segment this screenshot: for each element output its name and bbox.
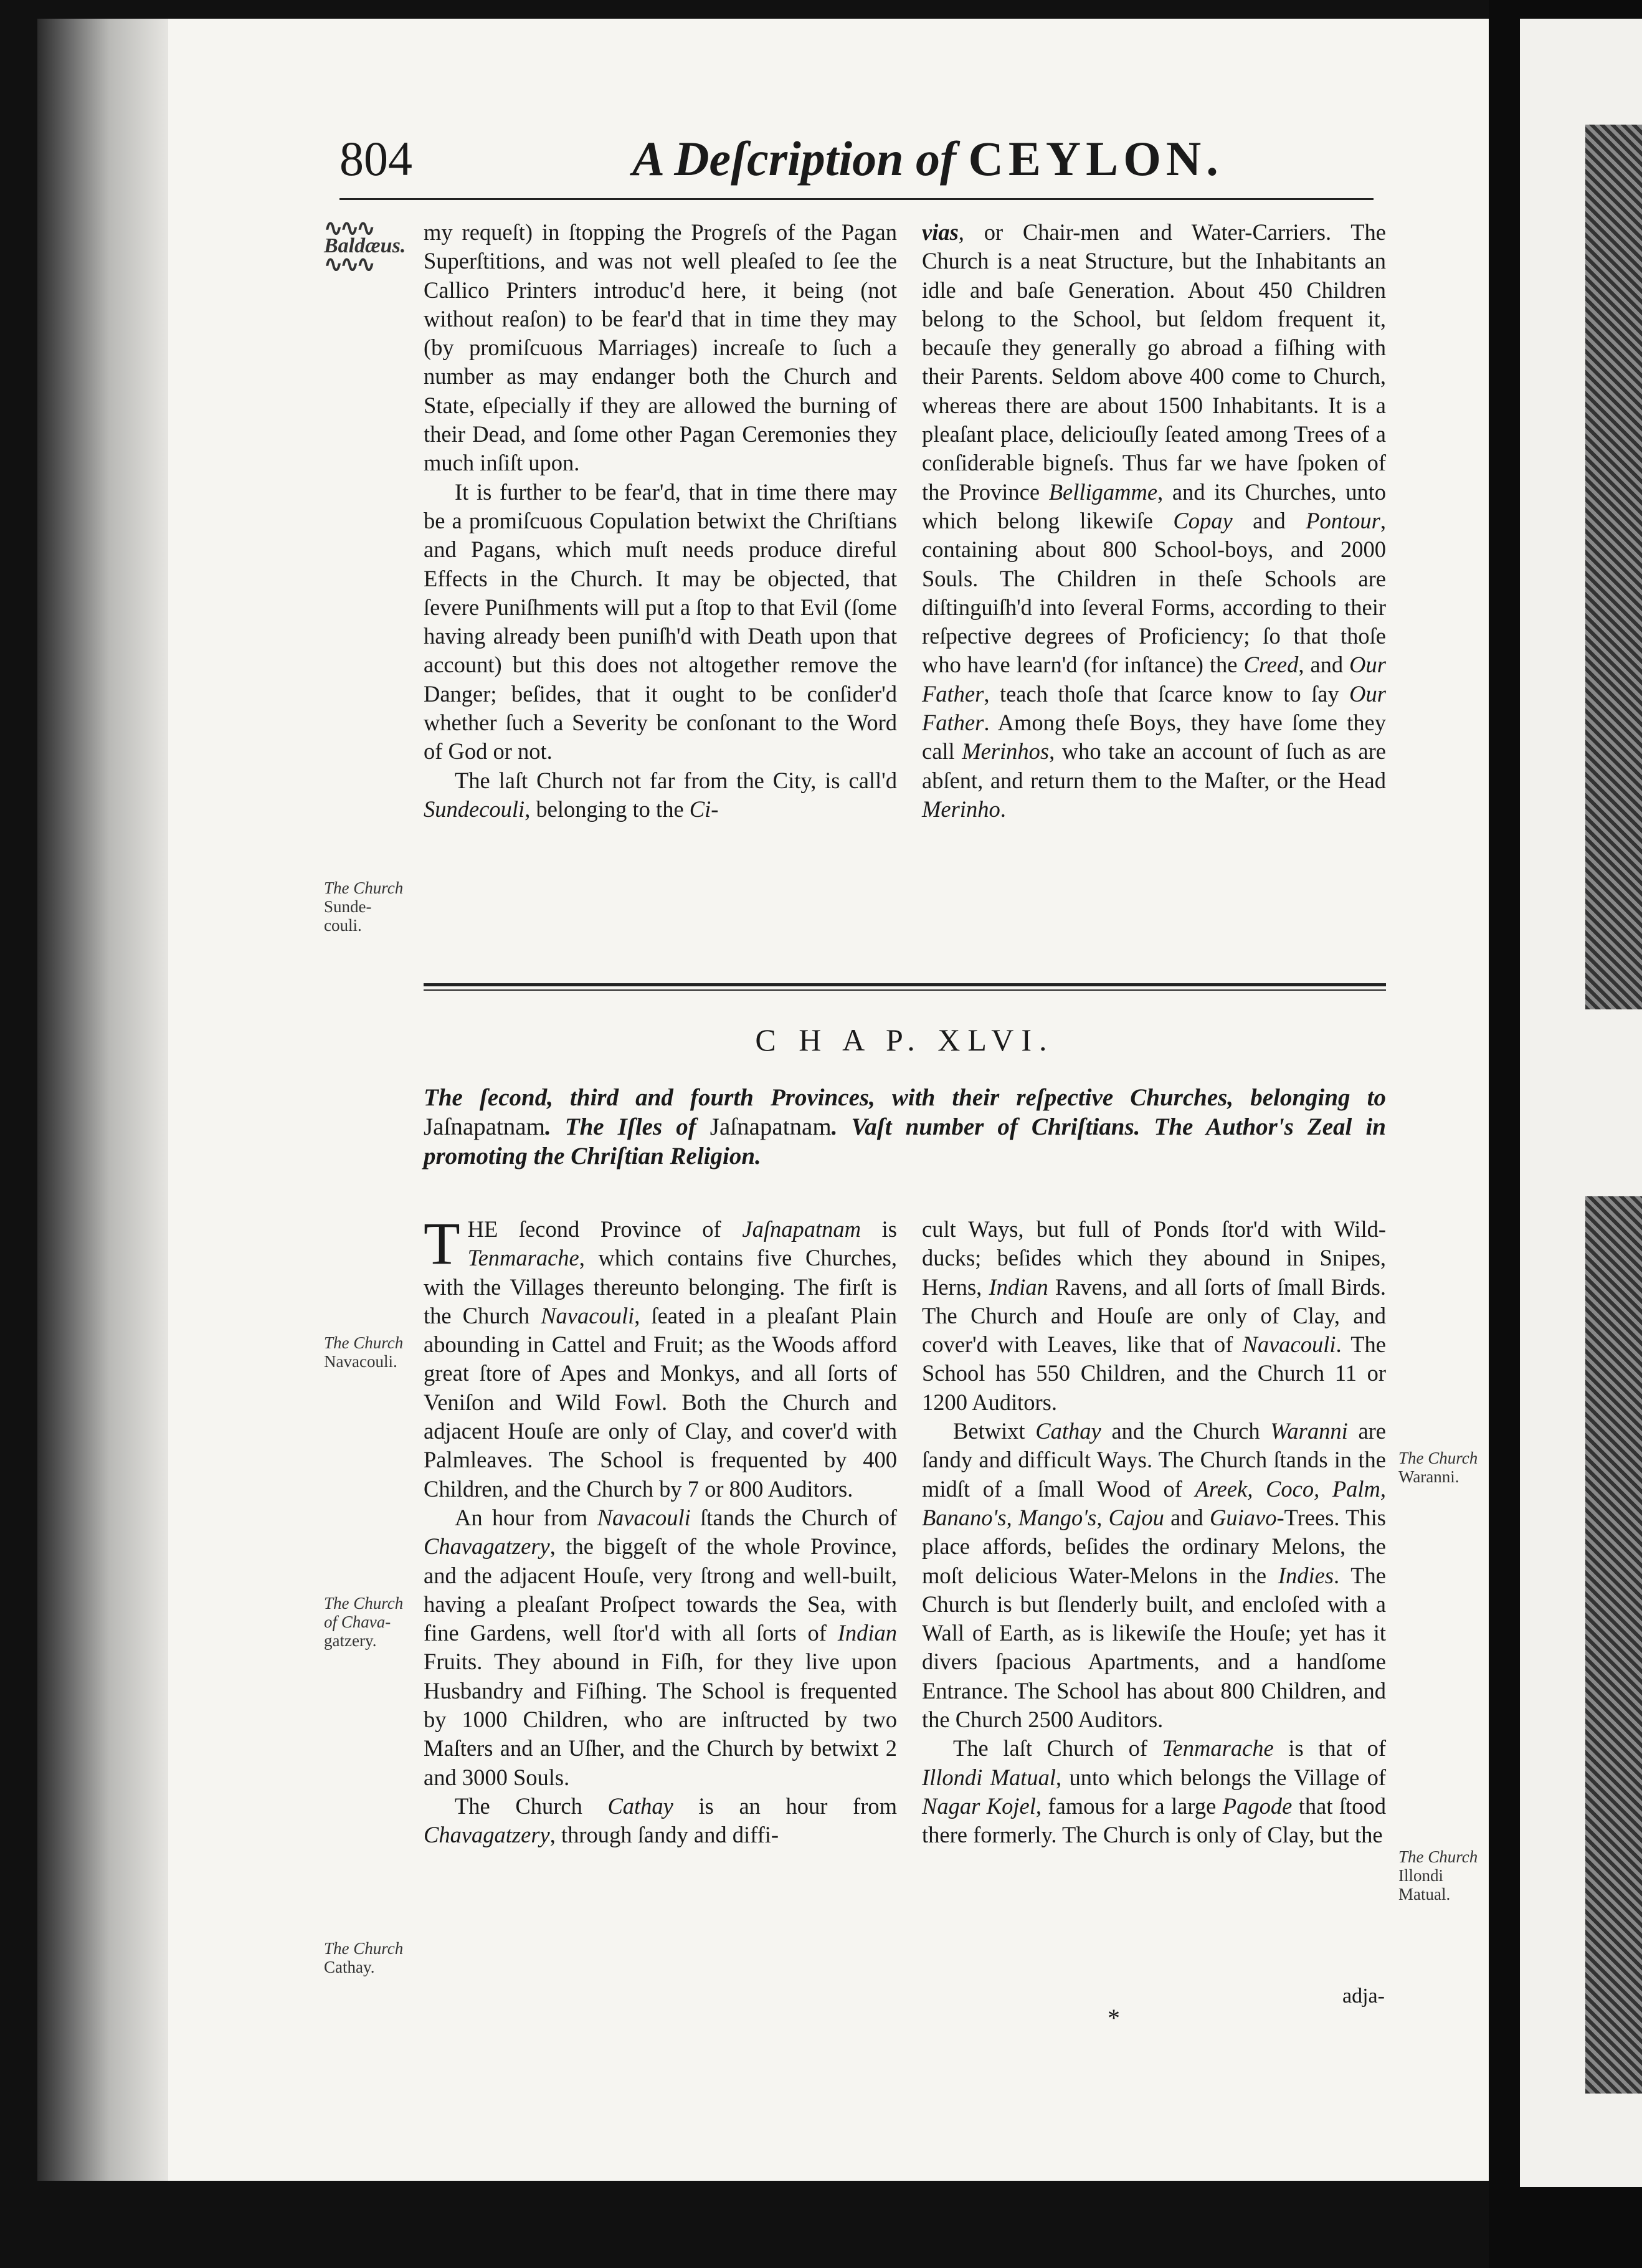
paragraph: An hour from Navacouli ſtands the Church of Chavagatzery, the biggeſt of the whole Province, and the adjacent Houſe, very ſtrong and well-built, having a pleaſant Proſpect towards the Sea, with fine Gardens, well ſtor'd with all ſorts of Indian Fruits. They abound in Fiſh, for they live upon Husbandry and Fiſhing. The School is frequented by 1000 Children, who are inſtructed by two Maſters and an Uſher, and the Church by betwixt 2 and 3000 Souls.: [424, 1504, 898, 1790]
running-title: A Deſcription of CEYLON.: [632, 131, 1223, 186]
paragraph: cult Ways, but full of Ponds ſtor'd with Wild-ducks; beſides which they abound in Snipes, Herns, Indian Ravens, and all ſorts of ſmall Birds. The Church and Houſe are only of Clay, and cover'd with Leaves, like that of Navacouli. The School has 550 Children, and the Church 11 or 1200 Auditors.: [922, 1216, 1386, 1415]
bottom-right-column: [922, 1215, 1386, 1850]
chapter-heading: C H A P. XLVI.: [755, 1022, 1055, 1057]
running-header: [339, 131, 1374, 199]
paragraph: The Church Cathay is an hour from Chavagatzery, through ſandy and diffi-: [424, 1793, 897, 1848]
chapter-summary: The ſecond, third and fourth Provinces, with their reſpective Churches, belonging to Jaſnapatnam. The Iſles of Jaſnapatnam. Vaſt number of Chriſtians. The Author's Zeal in promoting the Chriſtian Religion.: [424, 1084, 1386, 1170]
book-gutter: [37, 19, 168, 2181]
facing-engraving-bottom: [1585, 1196, 1642, 2094]
margin-note-waranni: The Church Waranni.: [1398, 1449, 1478, 1486]
bottom-left-column: [424, 1210, 898, 1850]
paragraph: vias, or Chair-men and Water-Carriers. The Church is a neat Structure, but the Inhabitants an idle and baſe Generation. About 450 Children belong to the School, but ſeldom frequent it, becauſe they generally go abroad a fiſhing with their Parents. Seldom above 400 come to Church, whereas there are about 1500 Inhabitants. It is a pleaſant place, deliciouſly ſeated among Trees of a conſiderable bigneſs. Thus far we have ſpoken of the Province Belligamme, and its Churches, unto which belong likewiſe Copay and Pontour, containing about 800 School-boys, and 2000 Souls. The Children in theſe Schools are diſtinguiſh'd into ſeveral Forms, according to their reſpective degrees of Proficiency; ſo that thoſe who have learn'd (for inſtance) the Creed, and Our Father, teach thoſe that ſcarce know to ſay Our Father. Among theſe Boys, they have ſome they call Merinhos, who take an account of ſuch as are abſent, and return them to the Maſter, or the Head Merinho.: [922, 219, 1386, 822]
margin-note-sundecouli: The Church Sunde- couli.: [324, 879, 404, 935]
ornament-icon: ∿∿∿: [324, 252, 373, 277]
page-number: 804: [339, 131, 412, 186]
margin-note-baldaeus: ∿∿∿ Baldæus. ∿∿∿: [324, 219, 417, 273]
drop-cap: T: [424, 1210, 460, 1277]
chapter-rule-thick: [424, 983, 1386, 986]
margin-note-chavagatzery: The Church of Chava- gatzery.: [324, 1594, 404, 1650]
paragraph: my requeſt) in ſtopping the Progreſs of the Pagan Superſtitions, and was not well pleaſed to ſee the Callico Printers introduc'd here, it being (not without reaſon) to be fear'd that in time they may (by promiſcuous Marriages) increaſe to ſuch a number as may endanger both the Church and State, eſpecially if they are allowed the burning of their Dead, and ſome other Pagan Ceremonies they much inſiſt upon.: [424, 219, 897, 476]
margin-note-illondi: The Church Illondi Matual.: [1398, 1847, 1478, 1904]
paragraph: It is further to be fear'd, that in time there may be a promiſcuous Copulation betwixt the Chriſtians and Pagans, which muſt needs produce direful Effects in the Church. It may be objected, that ſevere Puniſhments will put a ſtop to that Evil (ſome having already been puniſh'd with Death upon that account) but this does not altogether remove the Danger; beſides, that it ought to be conſider'd whether ſuch a Severity be conſonant to the Word of God or not.: [424, 479, 897, 765]
margin-note-navacouli: The Church Navacouli.: [324, 1333, 404, 1371]
paragraph: The laſt Church not far from the City, is call'd Sundecouli, belonging to the Ci-: [424, 767, 897, 822]
catchword: adja-: [1342, 1984, 1385, 2008]
ornament-icon: ∿∿∿: [324, 216, 373, 241]
paragraph: THE ſecond Province of Jaſnapatnam is Tenmarache, which contains five Churches, with the Villages thereunto belonging. The firſt is the Church Navacouli, ſeated in a pleaſant Plain abounding in Cattel and Fruit; as the Woods afford great ſtore of Apes and Monkys, and all ſorts of Veniſon and Wild Fowl. Both the Church and adjacent Houſe are only of Clay, and cover'd with Palmleaves. The School is frequented by 400 Children, and the Church by 7 or 800 Auditors.: [424, 1210, 898, 1502]
top-left-column: [424, 218, 897, 824]
facing-engraving-top: [1585, 125, 1642, 1009]
paragraph: The laſt Church of Tenmarache is that of Illondi Matual, unto which belongs the Village of Nagar Kojel, famous for a large Pagode that ſtood there formerly. The Church is only of Clay, but the: [922, 1735, 1387, 1848]
margin-note-cathay: The Church Cathay.: [324, 1939, 404, 1976]
chapter-rule-thin: [424, 989, 1386, 991]
top-right-column: [922, 218, 1386, 824]
paragraph: Betwixt Cathay and the Church Waranni are ſandy and difficult Ways. The Church ſtands in the midſt of a ſmall Wood of Areek, Coco, Palm, Banano's, Mango's, Cajou and Guiavo-Trees. This place affords, beſides the ordinary Melons, the moſt delicious Water-Melons in the Indies. The Church is but ſlenderly built, and encloſed with a Wall of Earth, as is likewiſe the Houſe; yet has it divers ſpacious Apartments, and a handſome Entrance. The School has about 800 Children, and the Church 2500 Auditors.: [922, 1418, 1387, 1733]
header-rule: [339, 198, 1374, 200]
signature-mark: *: [1108, 2004, 1120, 2032]
